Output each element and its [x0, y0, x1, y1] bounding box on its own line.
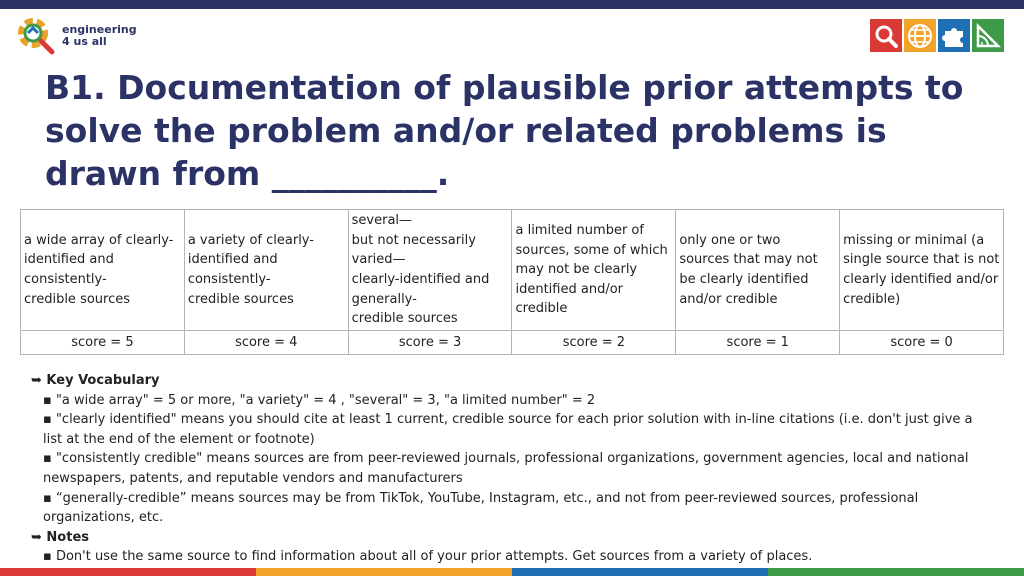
bottom-bar-orange-segment	[256, 568, 512, 576]
rubric-cell-score-3: several— but not necessarily varied— clearly-identified and generally- credible sources	[348, 210, 512, 331]
rubric-cell-score-2: a limited number of sources, some of which may not be clearly identified and/or credible	[512, 210, 676, 331]
score-label-5: score = 5	[21, 331, 185, 355]
puzzle-icon	[938, 19, 970, 52]
bottom-color-bar	[0, 568, 1024, 576]
bottom-bar-green-segment	[768, 568, 1024, 576]
score-label-2: score = 2	[512, 331, 676, 355]
score-label-1: score = 1	[676, 331, 840, 355]
logo-gear-magnifier-icon	[16, 16, 56, 56]
rubric-cell-score-1: only one or two sources that may not be clearly identified and/or credible	[676, 210, 840, 331]
scoring-rubric-table	[20, 209, 1004, 355]
rubric-cell-score-5: a wide array of clearly- identified and consistently- credible sources	[21, 210, 185, 331]
rubric-score-row	[21, 331, 1004, 355]
score-label-0: score = 0	[840, 331, 1004, 355]
score-label-3: score = 3	[348, 331, 512, 355]
bottom-bar-blue-segment	[512, 568, 768, 576]
slide-title: B1. Documentation of plausible prior attempts to solve the problem and/or related problems is drawn from __________.	[45, 68, 964, 193]
protractor-ruler-icon	[972, 19, 1004, 52]
rubric-description-row	[21, 210, 1004, 331]
globe-icon	[904, 19, 936, 52]
notes-item: ▪ Don't use the same source to find information about all of your prior attempts. Get sources from a variety of places.	[43, 549, 813, 565]
engineering-4-us-all-logo	[16, 16, 137, 56]
score-label-4: score = 4	[184, 331, 348, 355]
key-vocabulary-heading: ➥ Key Vocabulary	[31, 373, 160, 388]
notes-heading: ➥ Notes	[31, 529, 89, 545]
top-accent-bar	[0, 0, 1024, 9]
vocab-item: ▪ “generally-credible” means sources may be from TikTok, YouTube, Instagram, etc., and not from peer-reviewed sources, professional organizations, etc.	[43, 490, 919, 526]
process-icons-strip	[870, 19, 1004, 52]
key-vocabulary-section	[31, 371, 991, 567]
bottom-bar-red-segment	[0, 568, 256, 576]
rubric-cell-score-0: missing or minimal (a single source that is not clearly identified and/or credible)	[840, 210, 1004, 331]
logo-line-1: engineering	[62, 23, 137, 36]
search-icon	[870, 19, 902, 52]
rubric-cell-score-4: a variety of clearly- identified and consistently- credible sources	[184, 210, 348, 331]
logo-line-2: 4 us all	[62, 35, 107, 48]
vocab-item: ▪ "clearly identified" means you should cite at least 1 current, credible source for each prior solution with in-line citations (i.e. don't just give a list at the end of the element or footnote)	[43, 412, 973, 447]
vocab-item: ▪ "consistently credible" means sources are from peer-reviewed journals, professional organizations, government agencies, local and national newspapers, patents, and reputable vendors and manufacturers	[43, 451, 969, 486]
vocab-item: ▪ "a wide array" = 5 or more, "a variety" = 4 , "several" = 3, "a limited number" = 2	[43, 392, 596, 408]
